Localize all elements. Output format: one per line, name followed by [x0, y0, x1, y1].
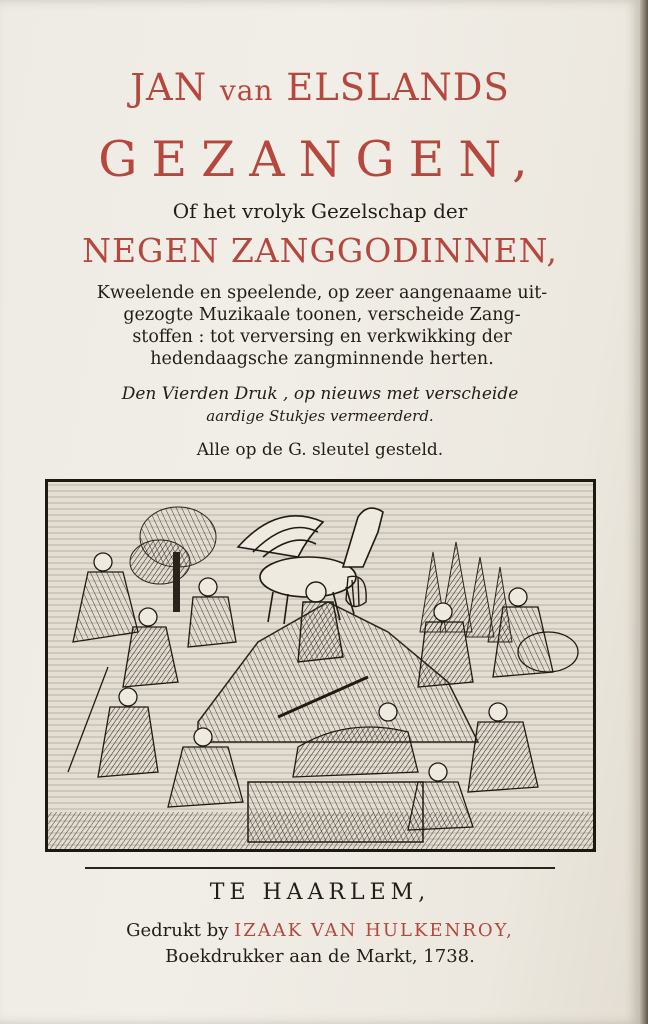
title-van: van — [219, 74, 274, 107]
title-negen-zanggodinnen — [0, 231, 640, 270]
engraving-illustration — [45, 479, 596, 852]
page-edge — [640, 0, 648, 1024]
description-line-2: gezogte Muzikaale toonen, verscheide Zang- — [123, 305, 521, 325]
description-line-1: Kweelende en speelende, op zeer aangenaame uit- — [96, 283, 548, 303]
description-line-3: stoffen : tot verversing en verkwikking der — [132, 327, 512, 347]
title-negen-comma: , — [546, 231, 558, 270]
description-line-4: hedendaagsche zangminnende herten. — [150, 349, 494, 369]
edition-line-2: aardige Stukjes vermeerderd. — [206, 407, 434, 425]
clef-note: Alle op de G. sleutel gesteld. — [196, 440, 444, 460]
title-gezangen: GEZANGEN, — [98, 131, 542, 188]
imprint-printer-line — [0, 920, 640, 941]
imprint-printer-name: IZAAK VAN HULKENROY, — [234, 920, 514, 941]
imprint-place: TE HAARLEM, — [209, 880, 431, 905]
title-elslands: ELSLANDS — [286, 66, 510, 109]
imprint-address: Boekdrukker aan de Markt, 1738. — [165, 946, 475, 967]
title-author-line — [0, 66, 640, 109]
divider-rule — [85, 867, 555, 869]
subtitle: Of het vrolyk Gezelschap der — [172, 199, 468, 223]
edition-line-1: Den Vierden Druk , op nieuws met verscheide — [121, 384, 519, 404]
engraving-artwork — [48, 482, 593, 849]
imprint-printed-by: Gedrukt by — [126, 920, 229, 941]
title-negen-text: NEGEN ZANGGODINNEN — [82, 231, 547, 270]
title-jan: JAN — [130, 66, 208, 109]
